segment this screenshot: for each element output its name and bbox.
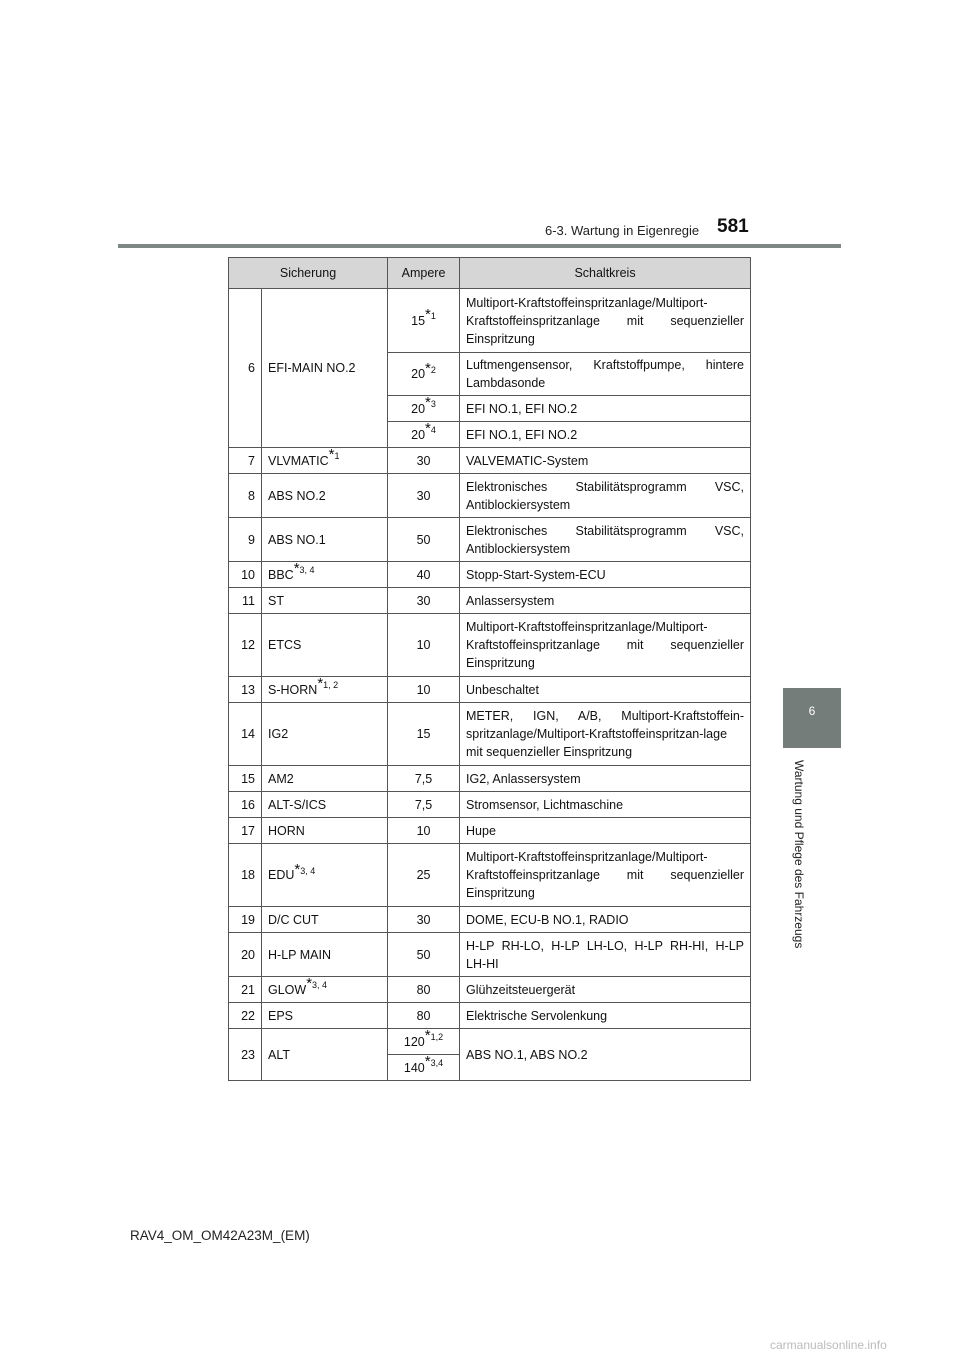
ampere-cell: 80 (388, 1003, 460, 1029)
ampere-cell: 25 (388, 844, 460, 907)
fuse-name: EPS (262, 1003, 388, 1029)
table-row (229, 677, 751, 703)
circuit-cell: Multiport-Kraftstoffeinspritzanlage/Multiport-Kraftstoffeinspritzanlage mit sequenzieller Einspritzung (460, 614, 751, 677)
fuse-number: 14 (229, 703, 262, 766)
table-row (229, 766, 751, 792)
fuse-number: 6 (229, 289, 262, 448)
ampere-cell: 10 (388, 818, 460, 844)
fuse-number: 22 (229, 1003, 262, 1029)
circuit-cell: Multiport-Kraftstoffeinspritzanlage/Multiport-Kraftstoffeinspritzanlage mit sequenzieller Einspritzung (460, 289, 751, 353)
fuse-number: 9 (229, 518, 262, 562)
ampere-cell: 30 (388, 907, 460, 933)
fuse-name: VLVMATIC$^{*1}$ (262, 448, 388, 474)
circuit-cell: Stromsensor, Lichtmaschine (460, 792, 751, 818)
fuse-number: 10 (229, 562, 262, 588)
header-rule (118, 244, 841, 248)
header-fuse: Sicherung (229, 258, 388, 289)
section-title: 6-3. Wartung in Eigenregie (545, 223, 700, 238)
fuse-number: 8 (229, 474, 262, 518)
fuse-number: 18 (229, 844, 262, 907)
ampere-cell: 120$^{*1,2}$ (388, 1029, 460, 1055)
fuse-number: 20 (229, 933, 262, 977)
ampere-cell: 40 (388, 562, 460, 588)
fuse-number: 21 (229, 977, 262, 1003)
header-circuit: Schaltkreis (460, 258, 751, 289)
fuse-name: D/C CUT (262, 907, 388, 933)
table-row (229, 518, 751, 562)
circuit-cell: DOME, ECU-B NO.1, RADIO (460, 907, 751, 933)
watermark: carmanualsonline.info (770, 1338, 887, 1352)
fuse-number: 16 (229, 792, 262, 818)
table-row (229, 1003, 751, 1029)
circuit-cell: Elektrische Servolenkung (460, 1003, 751, 1029)
ampere-cell: 7,5 (388, 792, 460, 818)
fuse-table (228, 257, 751, 1081)
fuse-name: ALT-S/ICS (262, 792, 388, 818)
table-row (229, 614, 751, 677)
circuit-cell: METER, IGN, A/B, Multiport-Kraftstoffein-spritzanlage/Multiport-Kraftstoffeinspritzan-lage mit sequenzieller Einspritzung (460, 703, 751, 766)
fuse-number: 23 (229, 1029, 262, 1081)
fuse-number: 15 (229, 766, 262, 792)
ampere-cell: 30 (388, 474, 460, 518)
table-row (229, 1029, 751, 1055)
fuse-number: 11 (229, 588, 262, 614)
table-row (229, 588, 751, 614)
ampere-cell: 15 (388, 703, 460, 766)
circuit-cell: IG2, Anlassersystem (460, 766, 751, 792)
circuit-cell: Anlassersystem (460, 588, 751, 614)
ampere-cell: 10 (388, 677, 460, 703)
table-row (229, 792, 751, 818)
fuse-name: ABS NO.1 (262, 518, 388, 562)
fuse-name: ABS NO.2 (262, 474, 388, 518)
fuse-name: EFI-MAIN NO.2 (262, 289, 388, 448)
fuse-name: ETCS (262, 614, 388, 677)
fuse-name: IG2 (262, 703, 388, 766)
ampere-cell: 50 (388, 933, 460, 977)
fuse-number: 17 (229, 818, 262, 844)
ampere-cell: 20$^{*3}$ (388, 396, 460, 422)
table-row (229, 977, 751, 1003)
circuit-cell: ABS NO.1, ABS NO.2 (460, 1029, 751, 1081)
table-row (229, 289, 751, 353)
header-ampere: Ampere (388, 258, 460, 289)
ampere-cell: 140$^{*3,4}$ (388, 1055, 460, 1081)
fuse-number: 13 (229, 677, 262, 703)
circuit-cell: Luftmengensensor, Kraftstoffpumpe, hintere Lambdasonde (460, 353, 751, 396)
fuse-name: AM2 (262, 766, 388, 792)
circuit-cell: VALVEMATIC-System (460, 448, 751, 474)
fuse-name: BBC$^{*3, 4}$ (262, 562, 388, 588)
circuit-cell: H-LP RH-LO, H-LP LH-LO, H-LP RH-HI, H-LP LH-HI (460, 933, 751, 977)
ampere-cell: 10 (388, 614, 460, 677)
fuse-number: 19 (229, 907, 262, 933)
circuit-cell: EFI NO.1, EFI NO.2 (460, 396, 751, 422)
chapter-tab-number: 6 (808, 704, 816, 718)
circuit-cell: Elektronisches Stabilitätsprogramm VSC, Antiblockiersystem (460, 474, 751, 518)
ampere-cell: 7,5 (388, 766, 460, 792)
circuit-cell: Elektronisches Stabilitätsprogramm VSC, Antiblockiersystem (460, 518, 751, 562)
table-row (229, 474, 751, 518)
ampere-cell: 50 (388, 518, 460, 562)
fuse-name: ST (262, 588, 388, 614)
table-header-row (229, 258, 751, 289)
table-row (229, 703, 751, 766)
circuit-cell: Glühzeitsteuergerät (460, 977, 751, 1003)
chapter-tab (783, 688, 841, 748)
fuse-name: H-LP MAIN (262, 933, 388, 977)
ampere-cell: 20$^{*4}$ (388, 422, 460, 448)
table-row (229, 933, 751, 977)
fuse-name: ALT (262, 1029, 388, 1081)
ampere-cell: 80 (388, 977, 460, 1003)
table-row (229, 562, 751, 588)
ampere-cell: 20$^{*2}$ (388, 353, 460, 396)
fuse-number: 12 (229, 614, 262, 677)
document-code: RAV4_OM_OM42A23M_(EM) (130, 1228, 310, 1243)
fuse-number: 7 (229, 448, 262, 474)
fuse-name: GLOW$^{*3, 4}$ (262, 977, 388, 1003)
circuit-cell: EFI NO.1, EFI NO.2 (460, 422, 751, 448)
fuse-name: EDU$^{*3, 4}$ (262, 844, 388, 907)
circuit-cell: Hupe (460, 818, 751, 844)
fuse-name: S-HORN$^{*1, 2}$ (262, 677, 388, 703)
chapter-side-title: Wartung und Pflege des Fahrzeugs (792, 760, 806, 949)
ampere-cell: 15$^{*1}$ (388, 289, 460, 353)
circuit-cell: Unbeschaltet (460, 677, 751, 703)
fuse-name: HORN (262, 818, 388, 844)
table-row (229, 448, 751, 474)
circuit-cell: Stopp-Start-System-ECU (460, 562, 751, 588)
table-row (229, 818, 751, 844)
page-number: 581 (717, 216, 749, 237)
table-row (229, 907, 751, 933)
ampere-cell: 30 (388, 448, 460, 474)
circuit-cell: Multiport-Kraftstoffeinspritzanlage/Multiport-Kraftstoffeinspritzanlage mit sequenzieller Einspritzung (460, 844, 751, 907)
ampere-cell: 30 (388, 588, 460, 614)
table-row (229, 844, 751, 907)
